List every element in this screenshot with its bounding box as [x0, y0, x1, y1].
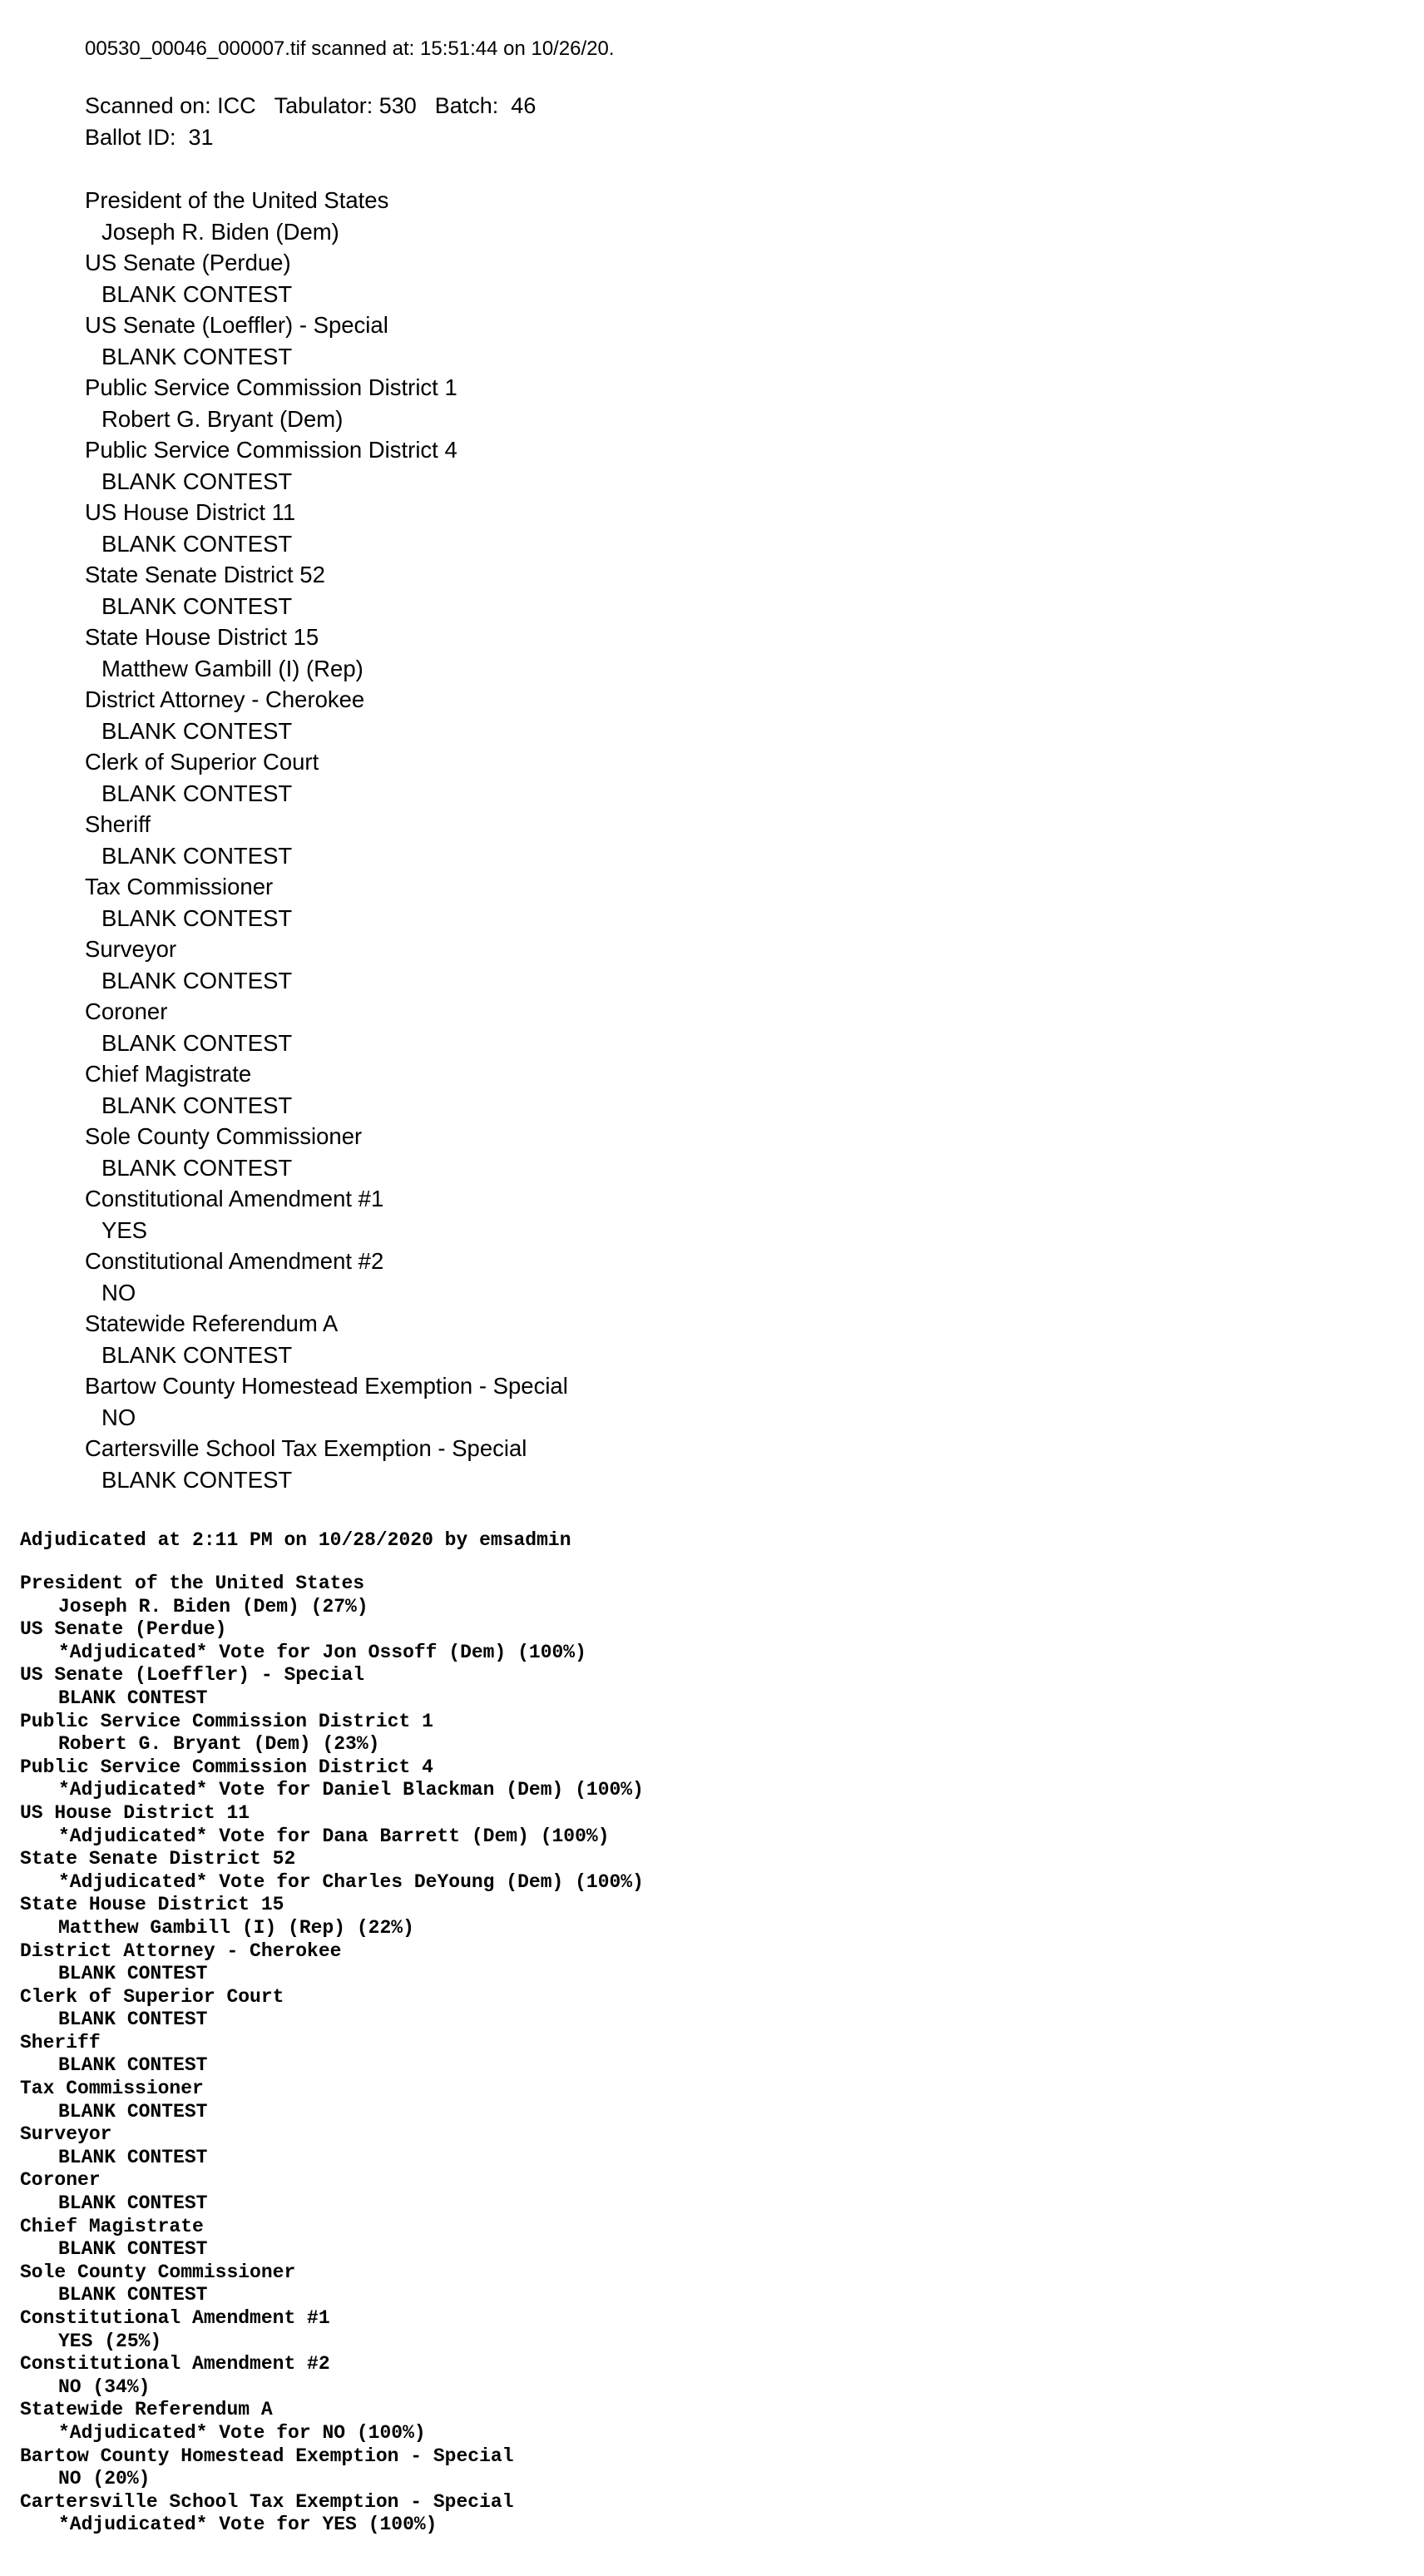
scan-contest-choice: BLANK CONTEST: [101, 1466, 293, 1493]
scan-contest-name: Bartow County Homestead Exemption - Special: [85, 1373, 568, 1399]
adjudication-contest-choice: Robert G. Bryant (Dem) (23%): [58, 1733, 380, 1756]
scan-contest-name: State Senate District 52: [85, 562, 325, 587]
tabulator-label: Tabulator: 530: [274, 93, 417, 118]
adjudication-contest-list: [20, 1573, 1351, 2537]
adjudication-contest-name: Constitutional Amendment #2: [20, 2353, 330, 2375]
adjudication-contest-choice: *Adjudicated* Vote for Jon Ossoff (Dem) (100%): [58, 1641, 586, 1663]
scan-contest-name: Coroner: [85, 998, 168, 1024]
scan-contest-choice: Matthew Gambill (I) (Rep): [101, 655, 363, 681]
adjudication-contest-choice: *Adjudicated* Vote for NO (100%): [58, 2421, 426, 2444]
scan-contest-name: Constitutional Amendment #2: [85, 1248, 384, 1274]
scan-contest-name: Sole County Commissioner: [85, 1123, 363, 1149]
scan-contest-choice: NO: [101, 1279, 136, 1305]
scan-contest-list: [85, 185, 1000, 1495]
adjudication-contest-name: Public Service Commission District 4: [20, 1756, 433, 1778]
ballot-id-label: Ballot ID: 31: [85, 125, 214, 150]
scan-contest-choice: BLANK CONTEST: [101, 343, 293, 369]
adjudication-contest-choice: NO (34%): [58, 2375, 151, 2398]
adjudication-contest-name: US Senate (Loeffler) - Special: [20, 1664, 365, 1687]
adjudication-contest-name: US Senate (Perdue): [20, 1618, 227, 1641]
adjudication-contest-name: Tax Commissioner: [20, 2078, 204, 2100]
adjudication-contest-choice: BLANK CONTEST: [58, 2146, 208, 2168]
scan-contest-choice: BLANK CONTEST: [101, 530, 293, 557]
adjudication-contest-choice: BLANK CONTEST: [58, 1963, 208, 1985]
adjudication-contest-name: District Attorney - Cherokee: [20, 1939, 342, 1962]
adjudication-contest-name: Constitutional Amendment #1: [20, 2307, 330, 2329]
scan-metadata: [85, 90, 1000, 153]
adjudication-contest-name: Sole County Commissioner: [20, 2261, 296, 2283]
scan-contest-name: Clerk of Superior Court: [85, 749, 319, 775]
adjudication-contest-name: US House District 11: [20, 1801, 250, 1824]
scan-contest-name: Tax Commissioner: [85, 874, 274, 899]
adjudication-contest-choice: BLANK CONTEST: [58, 2284, 208, 2306]
scan-contest-choice: BLANK CONTEST: [101, 468, 293, 494]
adjudication-section: [20, 1528, 1351, 2537]
adjudication-contest-choice: BLANK CONTEST: [58, 2238, 208, 2261]
scan-contest-choice: BLANK CONTEST: [101, 842, 293, 869]
adjudication-contest-choice: BLANK CONTEST: [58, 1687, 208, 1709]
scan-contest-choice: YES: [101, 1216, 148, 1243]
scan-contest-name: US Senate (Perdue): [85, 250, 291, 275]
adjudication-contest-choice: Joseph R. Biden (Dem) (27%): [58, 1595, 368, 1617]
adjudication-contest-name: Public Service Commission District 1: [20, 1710, 433, 1732]
scan-contest-choice: Robert G. Bryant (Dem): [101, 405, 344, 432]
adjudication-contest-name: Clerk of Superior Court: [20, 1985, 284, 2008]
scan-contest-choice: NO: [101, 1404, 136, 1430]
scanned-on-label: Scanned on: ICC: [85, 93, 256, 118]
scan-contest-name: Statewide Referendum A: [85, 1310, 339, 1336]
scan-contest-name: US Senate (Loeffler) - Special: [85, 312, 388, 338]
scan-contest-name: Chief Magistrate: [85, 1061, 252, 1087]
adjudication-contest-choice: BLANK CONTEST: [58, 2192, 208, 2215]
scan-contest-choice: BLANK CONTEST: [101, 1341, 293, 1368]
scan-contest-choice: BLANK CONTEST: [101, 592, 293, 619]
batch-label: Batch: 46: [434, 93, 536, 118]
adjudication-contest-name: Chief Magistrate: [20, 2215, 204, 2237]
scanned-ballot-section: [85, 37, 1000, 1495]
scan-contest-name: Sheriff: [85, 811, 151, 837]
scan-contest-choice: BLANK CONTEST: [101, 904, 293, 931]
scan-contest-name: State House District 15: [85, 624, 319, 650]
adjudication-header: Adjudicated at 2:11 PM on 10/28/2020 by emsadmin: [20, 1529, 571, 1551]
adjudication-contest-choice: *Adjudicated* Vote for YES (100%): [58, 2514, 438, 2536]
scan-contest-name: District Attorney - Cherokee: [85, 686, 365, 712]
scan-meta-line-1: [85, 90, 1000, 121]
scan-contest-choice: BLANK CONTEST: [101, 780, 293, 806]
adjudication-contest-name: Sheriff: [20, 2031, 101, 2053]
adjudication-contest-choice: BLANK CONTEST: [58, 2100, 208, 2123]
adjudication-contest-name: Cartersville School Tax Exemption - Special: [20, 2490, 514, 2513]
scan-contest-name: President of the United States: [85, 187, 389, 213]
scan-contest-name: US House District 11: [85, 499, 296, 525]
scan-contest-choice: BLANK CONTEST: [101, 280, 293, 307]
scan-contest-name: Surveyor: [85, 936, 177, 962]
adjudication-contest-choice: Matthew Gambill (I) (Rep) (22%): [58, 1916, 414, 1939]
adjudication-contest-choice: BLANK CONTEST: [58, 2009, 208, 2031]
scan-contest-name: Constitutional Amendment #1: [85, 1186, 384, 1211]
adjudication-contest-name: State House District 15: [20, 1894, 284, 1916]
adjudication-contest-choice: *Adjudicated* Vote for Daniel Blackman (Dem) (100%): [58, 1779, 644, 1801]
adjudication-contest-name: Surveyor: [20, 2123, 112, 2146]
adjudication-contest-choice: NO (20%): [58, 2468, 151, 2490]
adjudication-contest-name: Coroner: [20, 2169, 101, 2192]
scan-contest-name: Public Service Commission District 1: [85, 374, 457, 400]
scan-contest-choice: BLANK CONTEST: [101, 1029, 293, 1056]
adjudication-contest-name: President of the United States: [20, 1573, 365, 1594]
adjudication-contest-choice: BLANK CONTEST: [58, 2054, 208, 2077]
adjudication-contest-name: State Senate District 52: [20, 1848, 296, 1870]
adjudication-contest-name: Statewide Referendum A: [20, 2399, 273, 2421]
scan-contest-choice: BLANK CONTEST: [101, 1154, 293, 1181]
scan-contest-choice: BLANK CONTEST: [101, 1092, 293, 1118]
adjudication-contest-choice: YES (25%): [58, 2330, 162, 2352]
scan-contest-name: Public Service Commission District 4: [85, 437, 457, 463]
adjudication-contest-name: Bartow County Homestead Exemption - Special: [20, 2445, 514, 2467]
scan-contest-choice: Joseph R. Biden (Dem): [101, 218, 339, 245]
adjudication-contest-choice: *Adjudicated* Vote for Charles DeYoung (Dem) (100%): [58, 1870, 644, 1893]
adjudication-contest-choice: *Adjudicated* Vote for Dana Barrett (Dem) (100%): [58, 1825, 610, 1847]
scan-file-line: 00530_00046_000007.tif scanned at: 15:51:44 on 10/26/20.: [85, 37, 615, 60]
scan-contest-choice: BLANK CONTEST: [101, 967, 293, 993]
scan-contest-name: Cartersville School Tax Exemption - Special: [85, 1435, 527, 1461]
scan-contest-choice: BLANK CONTEST: [101, 717, 293, 744]
